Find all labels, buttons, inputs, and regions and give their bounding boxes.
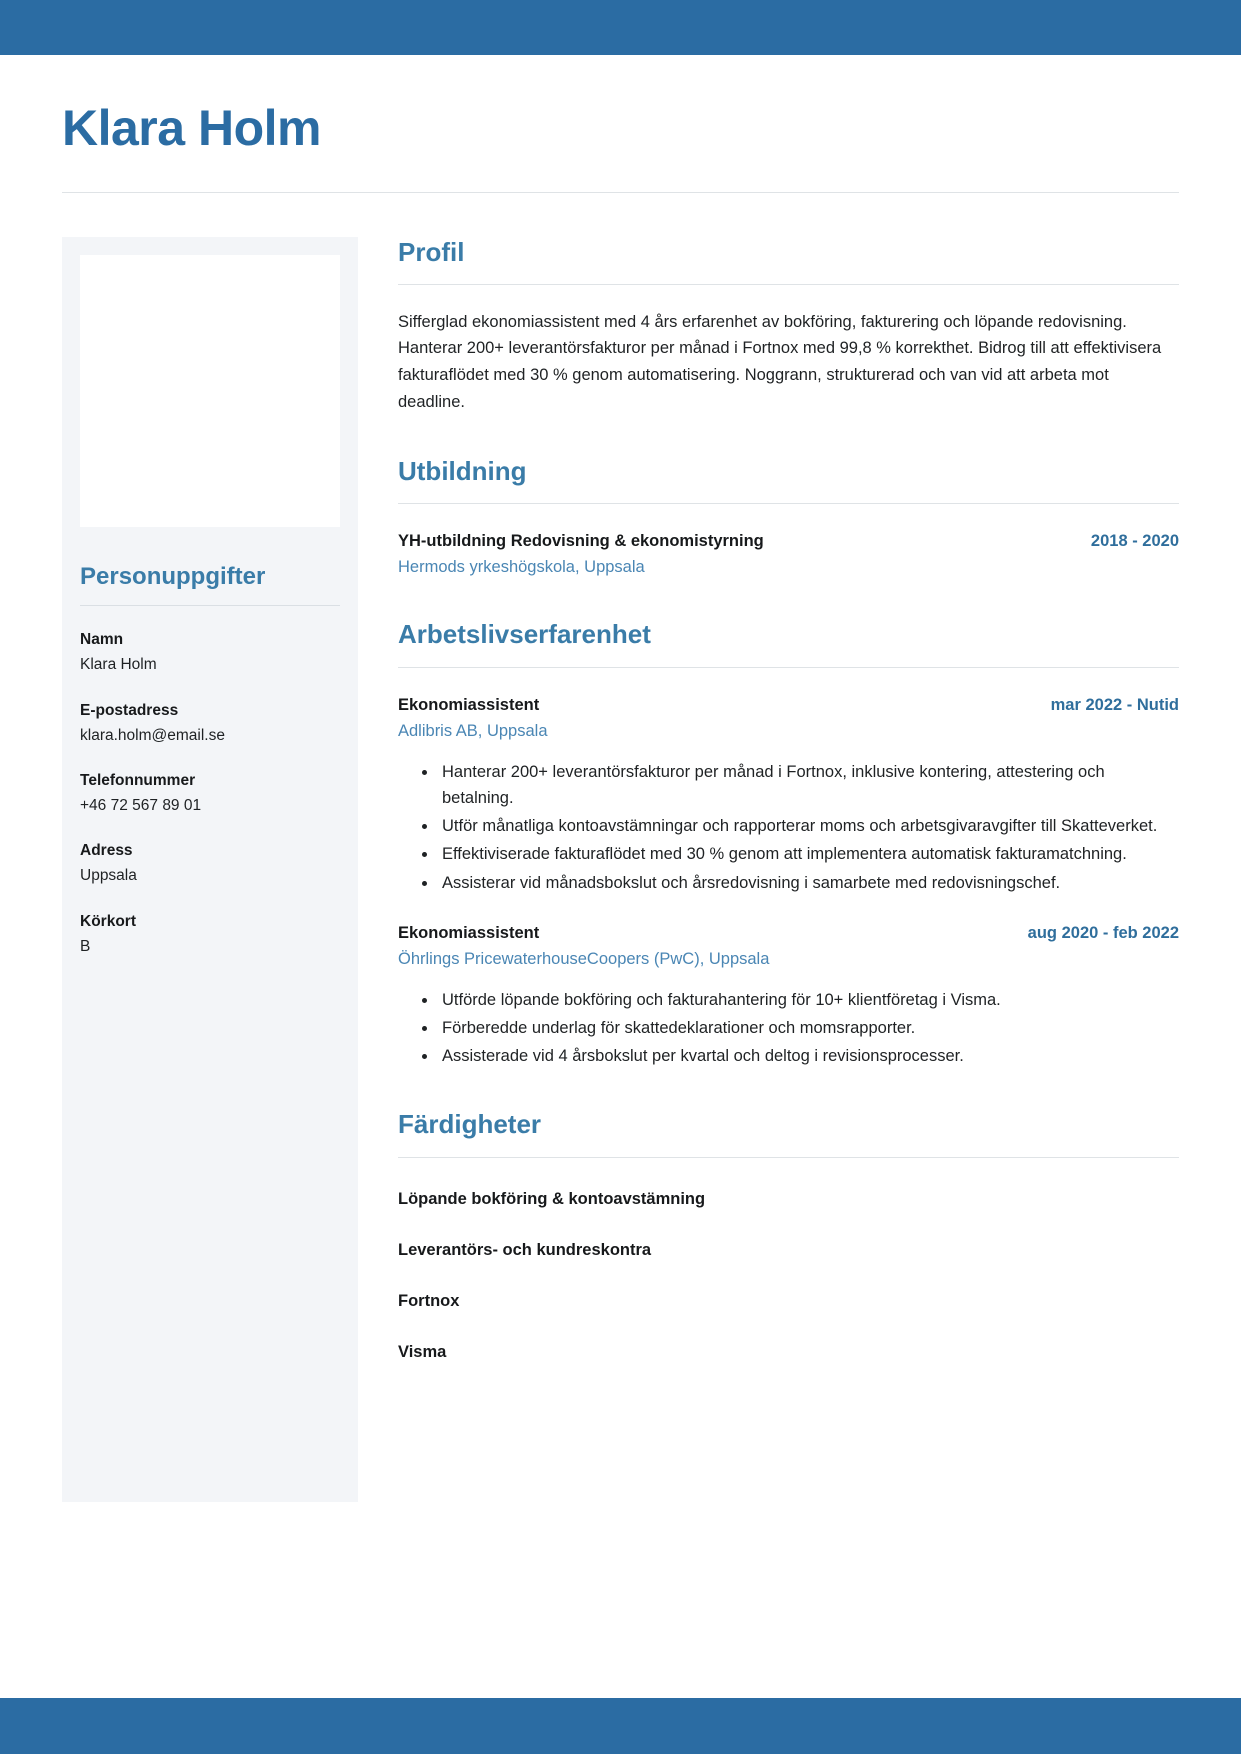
skill-item: Leverantörs- och kundreskontra: [398, 1240, 652, 1259]
section-experience: [398, 619, 1179, 1069]
detail-drivers-license: [80, 912, 340, 958]
detail-value: Uppsala: [80, 867, 137, 885]
list-item: • Utför månatliga kontoavstämningar och rapporterar moms och arbetsgivaravgifter till Skatteverket.: [438, 813, 1179, 839]
job-date-range: mar 2022 - Nutid: [1050, 695, 1179, 714]
section-heading-experience: Arbetslivserfarenhet: [398, 619, 651, 650]
detail-label: E-postadress: [80, 701, 179, 719]
profile-photo: [80, 255, 340, 527]
detail-value: klara.holm@email.se: [80, 726, 225, 744]
detail-label: Namn: [80, 631, 124, 649]
detail-label: Körkort: [80, 912, 136, 930]
list-item: • Förberedde underlag för skattedeklarationer och momsrapporter.: [438, 1015, 1179, 1041]
sidebar-heading-divider: [80, 605, 340, 606]
entry-header: [398, 922, 1179, 946]
list-item: • Assisterar vid månadsbokslut och årsredovisning i samarbete med redovisningschef.: [438, 870, 1179, 896]
main-content: [358, 237, 1179, 1371]
sidebar-heading-personal-details: Personuppgifter: [80, 562, 266, 590]
detail-label: Telefonnummer: [80, 772, 196, 790]
job-date-range: aug 2020 - feb 2022: [1027, 923, 1179, 942]
detail-value: B: [80, 937, 91, 955]
section-education: [398, 456, 1179, 580]
skill-item: Visma: [398, 1342, 447, 1361]
section-divider: [398, 503, 1179, 504]
skill-item: Fortnox: [398, 1291, 460, 1310]
list-item: • Assisterade vid 4 årsbokslut per kvartal och deltog i revisionsprocesser.: [438, 1043, 1179, 1069]
job-title: Ekonomiassistent: [398, 923, 540, 942]
section-profile: [398, 237, 1179, 416]
job-title: Ekonomiassistent: [398, 695, 540, 714]
page-title: Klara Holm: [62, 100, 321, 156]
content-columns: [62, 237, 1179, 1502]
job-employer: Öhrlings PricewaterhouseCoopers (PwC), Uppsala: [398, 949, 770, 968]
detail-email: [80, 701, 340, 747]
name-header: [62, 55, 1179, 193]
education-entry: [398, 530, 1179, 580]
section-heading-education: Utbildning: [398, 455, 527, 486]
list-item: • Effektiviserade fakturaflödet med 30 % genom att implementera automatisk fakturamatchning.: [438, 841, 1179, 867]
education-institution: Hermods yrkeshögskola, Uppsala: [398, 557, 645, 576]
detail-value: Klara Holm: [80, 656, 157, 674]
top-color-band: [0, 0, 1241, 55]
section-heading-profile: Profil: [398, 236, 465, 267]
education-title: YH-utbildning Redovisning & ekonomistyrning: [398, 531, 764, 550]
section-heading-skills: Färdigheter: [398, 1109, 542, 1140]
detail-phone: [80, 771, 340, 817]
page-body: [0, 55, 1241, 1698]
list-item: • Utförde löpande bokföring och fakturahantering för 10+ klientföretag i Visma.: [438, 987, 1179, 1013]
detail-address: [80, 841, 340, 887]
education-date-range: 2018 - 2020: [1090, 531, 1179, 550]
experience-entry: [398, 694, 1179, 896]
skill-item: Löpande bokföring & kontoavstämning: [398, 1189, 706, 1208]
header-divider: [62, 192, 1179, 193]
detail-value: +46 72 567 89 01: [80, 797, 202, 814]
list-item: • Hanterar 200+ leverantörsfakturor per månad i Fortnox, inklusive kontering, attestering och betalning.: [438, 759, 1179, 811]
entry-header: [398, 530, 1179, 554]
detail-name: [80, 630, 340, 676]
section-divider: [398, 1157, 1179, 1158]
section-divider: [398, 667, 1179, 668]
section-skills: [398, 1109, 1179, 1364]
job-responsibility-list: [398, 987, 1179, 1069]
sidebar: [62, 237, 358, 1502]
section-divider: [398, 284, 1179, 285]
job-responsibility-list: [398, 759, 1179, 895]
job-employer: Adlibris AB, Uppsala: [398, 721, 548, 740]
experience-entry: [398, 922, 1179, 1070]
entry-header: [398, 694, 1179, 718]
detail-label: Adress: [80, 842, 133, 860]
bottom-color-band: [0, 1698, 1241, 1754]
profile-summary-text: Sifferglad ekonomiassistent med 4 års erfarenhet av bokföring, fakturering och löpande redovisning. Hanterar 200+ leverantörsfakturor per månad i Fortnox med 99,8 % korrekthet. Bidrog till att effektivisera fakturaflödet med 30 % genom automatisering. Noggrann, strukturerad och van vid att arbeta mot deadline.: [398, 312, 1162, 411]
